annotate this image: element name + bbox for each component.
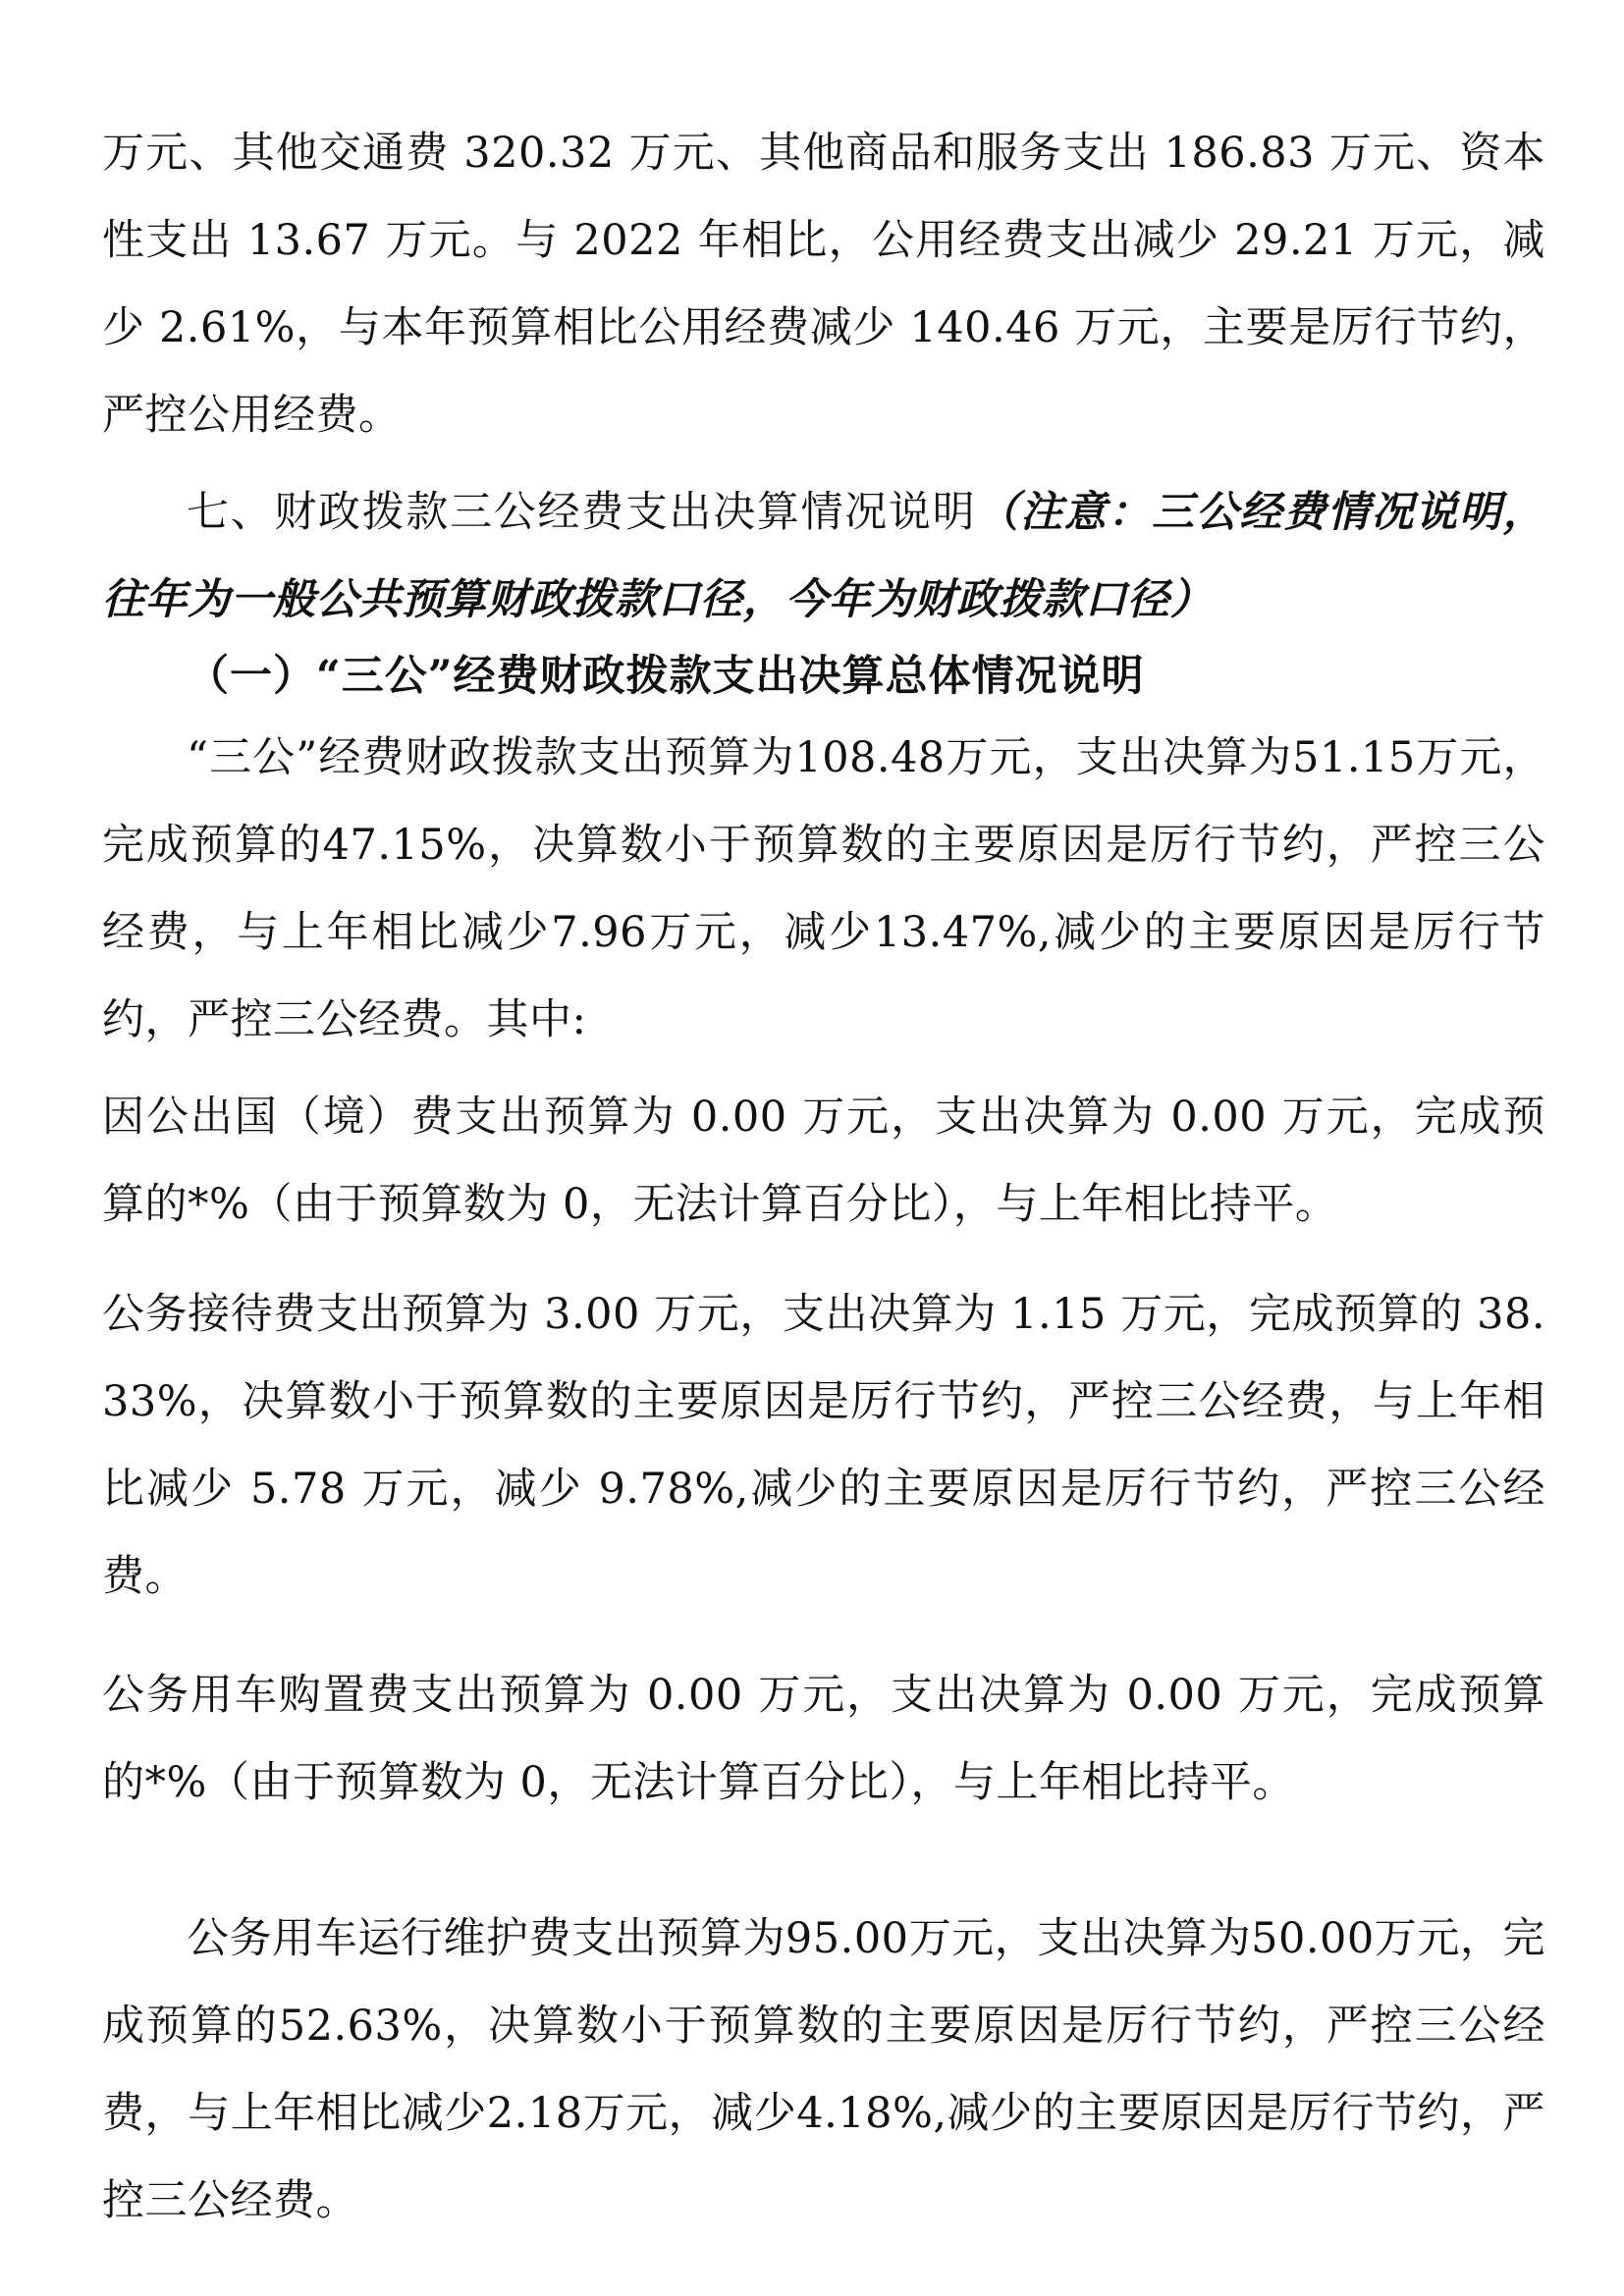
section-seven-note: （注意：三公经费情况说明，往年为一般公共预算财政拨款口径，今年为财政拨款口径）: [102, 488, 1546, 624]
section-seven-heading: [102, 469, 1545, 644]
subsection-one-heading: （一）“三公”经费财政拨款支出决算总体情况说明: [187, 652, 1145, 701]
paragraph-vehicle-purchase: 公务用车购置费支出预算为 0.00 万元，支出决算为 0.00 万元，完成预算的*%（由于预算数为 0，无法计算百分比），与上年相比持平。: [102, 1671, 1545, 1807]
paragraph-abroad-expenses: 因公出国（境）费支出预算为 0.00 万元，支出决算为 0.00 万元，完成预算的*%（由于预算数为 0，无法计算百分比），与上年相比持平。: [102, 1093, 1545, 1229]
section-seven-title: 七、财政拨款三公经费支出决算情况说明: [187, 488, 977, 537]
paragraph-vehicle-maintenance: 公务用车运行维护费支出预算为95.00万元，支出决算为50.00万元，完成预算的52.63%，决算数小于预算数的主要原因是厉行节约，严控三公经费，与上年相比减少2.18万元，减少4.18%,减少的主要原因是厉行节约，严控三公经费。: [102, 1914, 1545, 2225]
paragraph-public-expenses: 万元、其他交通费 320.32 万元、其他商品和服务支出 186.83 万元、资本性支出 13.67 万元。与 2022 年相比，公用经费支出减少 29.21 万元，减少 2.61%，与本年预算相比公用经费减少 140.46 万元，主要是厉行节约，严控公用经费。: [102, 129, 1545, 440]
paragraph-three-public-overall: “三公”经费财政拨款支出预算为108.48万元，支出决算为51.15万元，完成预算的47.15%，决算数小于预算数的主要原因是厉行节约，严控三公经费，与上年相比减少7.96万元，减少13.47%,减少的主要原因是厉行节约，严控三公经费。其中:: [102, 733, 1545, 1044]
paragraph-reception-expenses: 公务接待费支出预算为 3.00 万元，支出决算为 1.15 万元，完成预算的 38.33%，决算数小于预算数的主要原因是厉行节约，严控三公经费，与上年相比减少 5.78 万元，减少 9.78%,减少的主要原因是厉行节约，严控三公经费。: [102, 1290, 1545, 1601]
